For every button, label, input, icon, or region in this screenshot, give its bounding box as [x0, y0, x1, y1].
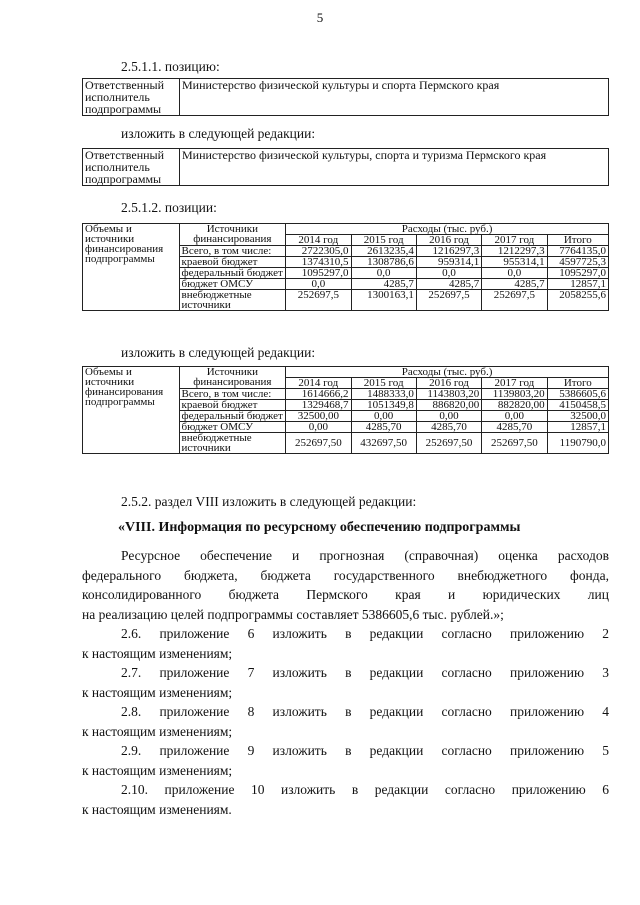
cell: 1374310,5: [286, 257, 351, 268]
list-item: [82, 624, 609, 663]
cell: 1143803,20: [416, 389, 481, 400]
expenses-header: Расходы (тыс. руб.): [286, 224, 609, 235]
cell: 4150458,5: [547, 400, 608, 411]
year-header: 2014 год: [286, 378, 351, 389]
item-line: к настоящим изменениям;: [82, 723, 233, 739]
cell: 12857,1: [547, 422, 608, 433]
cell: 955314,1: [482, 257, 547, 268]
cell: 2613235,4: [351, 246, 416, 257]
cell: 1212297,3: [482, 246, 547, 257]
item-2512: 2.5.1.2. позиции:: [121, 200, 217, 215]
year-header: 2016 год: [416, 235, 481, 246]
paragraph-line: федерального бюджета, бюджета государственного внебюджетного фонда,: [82, 567, 609, 583]
paragraph-line: консолидированного бюджета Пермского края и юридических лиц: [82, 587, 609, 602]
year-header: 2017 год: [482, 235, 547, 246]
year-header: 2017 год: [482, 378, 547, 389]
item-line: 2.7. приложение 7 изложить в редакции согласно приложению 3: [121, 665, 609, 680]
item-line: к настоящим изменениям.: [82, 801, 232, 817]
item-line: к настоящим изменениям;: [82, 684, 233, 700]
cell: 0,00: [416, 411, 481, 422]
financing-col1: Объемы и источники финансирования подпрограммы: [83, 224, 180, 311]
source-label: краевой бюджет: [179, 400, 286, 411]
source-label: внебюджетные источники: [179, 433, 286, 454]
restate-label-1: изложить в следующей редакции:: [121, 126, 316, 141]
year-header: 2014 год: [286, 235, 351, 246]
cell: 1051349,8: [351, 400, 416, 411]
item-2511: 2.5.1.1. позицию:: [121, 59, 220, 74]
responsible-label: Ответственный исполнитель подпрограммы: [83, 149, 180, 186]
cell: 1300163,1: [351, 290, 416, 311]
cell: 4597725,3: [547, 257, 608, 268]
responsible-label: Ответственный исполнитель подпрограммы: [83, 79, 180, 116]
sources-header: Источники финансирования: [179, 224, 286, 246]
source-label: федеральный бюджет: [179, 411, 286, 422]
cell: 959314,1: [416, 257, 481, 268]
cell: 2722305,0: [286, 246, 351, 257]
responsible-table-old: [82, 78, 609, 116]
cell: 32500,00: [286, 411, 351, 422]
cell: 0,0: [416, 268, 481, 279]
cell: 252697,5: [286, 290, 351, 311]
restate-label-2: изложить в следующей редакции:: [121, 345, 316, 360]
cell: 252697,5: [482, 290, 547, 311]
financing-col1: Объемы и источники финансирования подпрограммы: [83, 367, 180, 454]
cell: 4285,7: [482, 279, 547, 290]
cell: 5386605,6: [547, 389, 608, 400]
cell: 1329468,7: [286, 400, 351, 411]
cell: 0,00: [351, 411, 416, 422]
cell: 32500,0: [547, 411, 608, 422]
source-label: бюджет ОМСУ: [179, 279, 286, 290]
cell: 1488333,0: [351, 389, 416, 400]
total-header: Итого: [547, 378, 608, 389]
list-item: [82, 663, 609, 702]
cell: 252697,5: [416, 290, 481, 311]
cell: 1614666,2: [286, 389, 351, 400]
list-item: [82, 741, 609, 780]
cell: 0,0: [351, 268, 416, 279]
cell: 4285,70: [416, 422, 481, 433]
responsible-value: Министерство физической культуры и спорта Пермского края: [180, 79, 609, 116]
section-heading: «VIII. Информация по ресурсному обеспечению подпрограммы: [118, 520, 521, 535]
responsible-table-new: [82, 148, 609, 186]
list-item: [82, 702, 609, 741]
year-header: 2015 год: [351, 235, 416, 246]
page-number: 5: [316, 10, 324, 25]
cell: 1095297,0: [286, 268, 351, 279]
item-line: к настоящим изменениям;: [82, 762, 233, 778]
cell: 4285,7: [416, 279, 481, 290]
cell: 882820,00: [482, 400, 547, 411]
cell: 4285,70: [351, 422, 416, 433]
item-252: 2.5.2. раздел VIII изложить в следующей редакции:: [121, 494, 417, 509]
responsible-value: Министерство физической культуры, спорта и туризма Пермского края: [180, 149, 609, 186]
financing-table-old: [82, 223, 609, 311]
cell: 12857,1: [547, 279, 608, 290]
cell: 0,00: [482, 411, 547, 422]
source-label: федеральный бюджет: [179, 268, 286, 279]
cell: 2058255,6: [547, 290, 608, 311]
item-line: к настоящим изменениям;: [82, 645, 233, 661]
item-line: 2.6. приложение 6 изложить в редакции согласно приложению 2: [121, 626, 609, 641]
cell: 4285,7: [351, 279, 416, 290]
appendix-items: [82, 624, 609, 819]
cell: 252697,50: [286, 433, 351, 454]
list-item: [82, 780, 609, 819]
cell: 252697,50: [482, 433, 547, 454]
cell: 0,0: [286, 279, 351, 290]
cell: 886820,00: [416, 400, 481, 411]
item-line: 2.10. приложение 10 изложить в редакции согласно приложению 6: [121, 782, 609, 797]
source-label: внебюджетные источники: [179, 290, 286, 311]
year-header: 2016 год: [416, 378, 481, 389]
year-header: 2015 год: [351, 378, 416, 389]
paragraph-line: на реализацию целей подпрограммы составляет 5386605,6 тыс. рублей.»;: [82, 606, 504, 622]
cell: 7764135,0: [547, 246, 608, 257]
financing-table-new: [82, 366, 609, 454]
item-line: 2.8. приложение 8 изложить в редакции согласно приложению 4: [121, 704, 609, 719]
cell: 0,0: [482, 268, 547, 279]
resource-paragraph: [82, 546, 609, 624]
cell: 1139803,20: [482, 389, 547, 400]
cell: 0,00: [286, 422, 351, 433]
source-label: бюджет ОМСУ: [179, 422, 286, 433]
cell: 252697,50: [416, 433, 481, 454]
cell: 1308786,6: [351, 257, 416, 268]
item-line: 2.9. приложение 9 изложить в редакции согласно приложению 5: [121, 743, 609, 758]
cell: 1095297,0: [547, 268, 608, 279]
source-label: Всего, в том числе:: [179, 389, 286, 400]
source-label: краевой бюджет: [179, 257, 286, 268]
paragraph-line: Ресурсное обеспечение и прогнозная (справочная) оценка расходов: [121, 548, 609, 563]
total-header: Итого: [547, 235, 608, 246]
cell: 432697,50: [351, 433, 416, 454]
cell: 4285,70: [482, 422, 547, 433]
sources-header: Источники финансирования: [179, 367, 286, 389]
cell: 1216297,3: [416, 246, 481, 257]
source-label: Всего, в том числе:: [179, 246, 286, 257]
cell: 1190790,0: [547, 433, 608, 454]
expenses-header: Расходы (тыс. руб.): [286, 367, 609, 378]
